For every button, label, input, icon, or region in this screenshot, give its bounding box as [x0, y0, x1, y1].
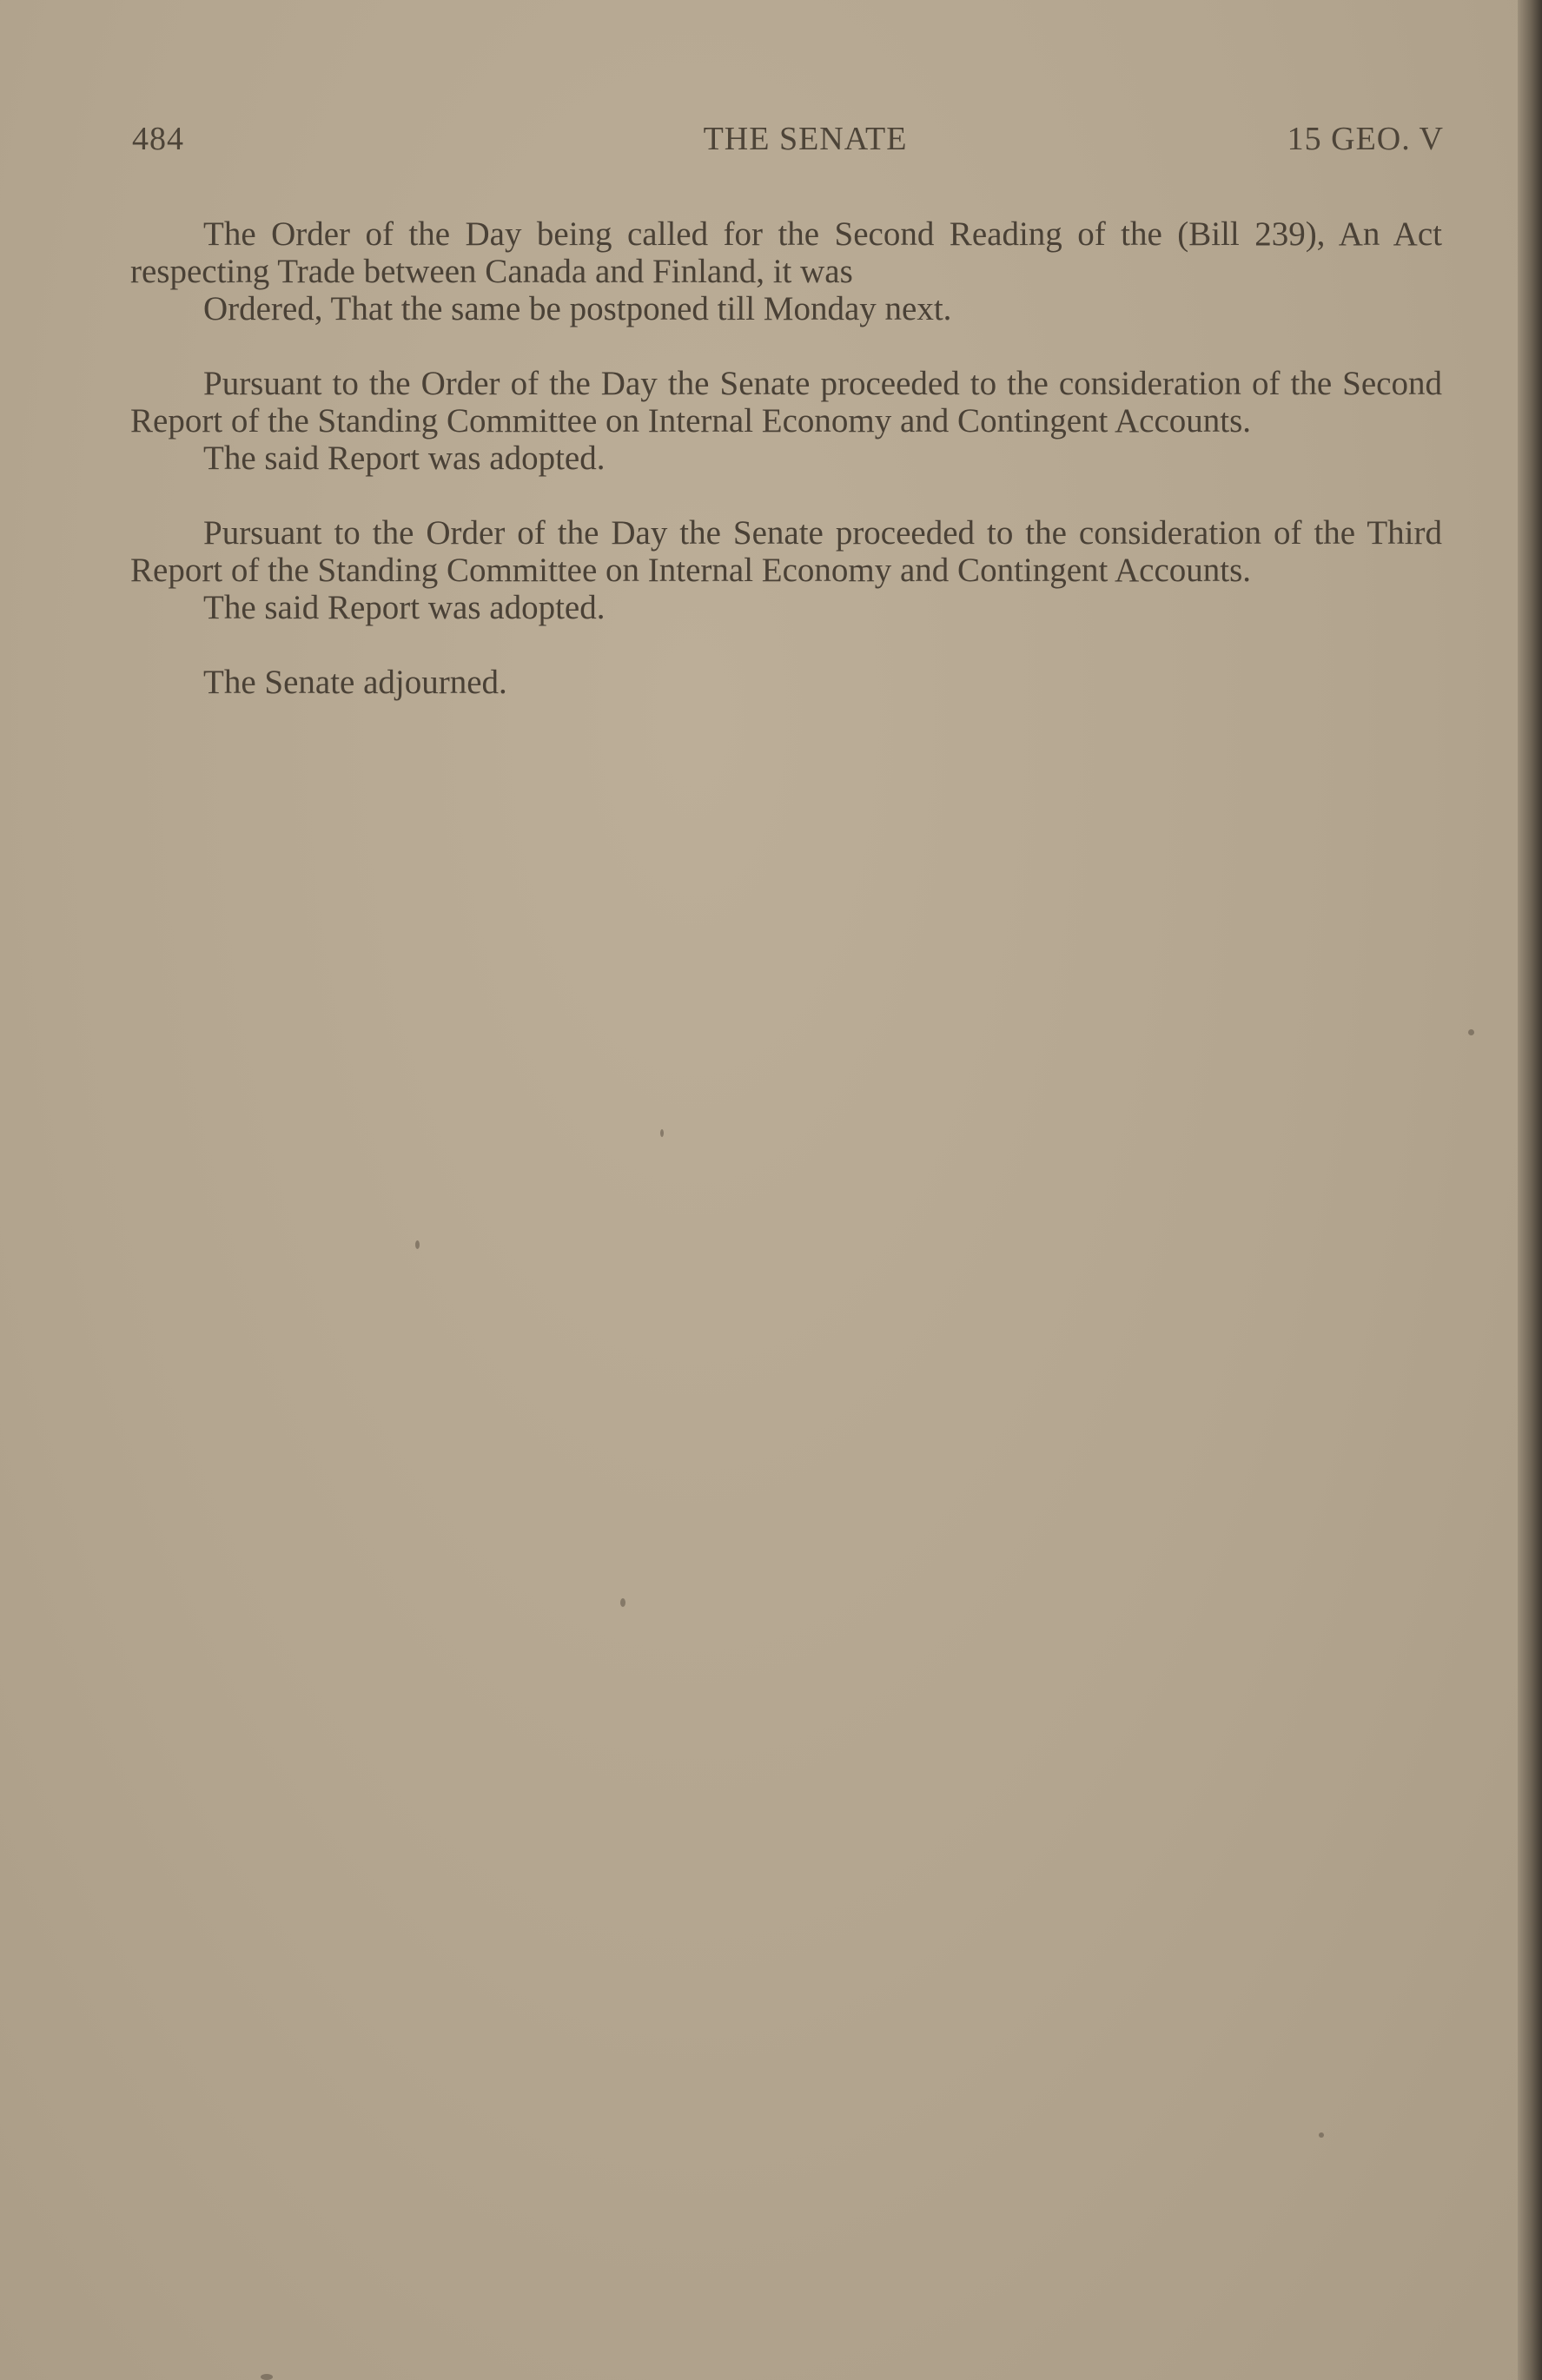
journal-body: [130, 215, 1442, 701]
entry-bill-239-order: Ordered, That the same be postponed till Monday next.: [203, 290, 952, 327]
paper-speck: [660, 1129, 664, 1137]
paper-speck: [415, 1240, 420, 1249]
paper-speck: [1319, 2132, 1324, 2138]
paper-speck: [261, 2374, 273, 2380]
page-header: [132, 120, 1444, 162]
paper-speck: [1468, 1029, 1474, 1035]
entry-bill-239-paragraph: The Order of the Day being called for the Second Reading of the (Bill 239), An Act respecting Trade between Canada and Finland, it was: [130, 215, 1442, 290]
binding-edge: [1518, 0, 1542, 2380]
regnal-year: 15 GEO. V: [1287, 121, 1444, 157]
entry-second-report-result: The said Report was adopted.: [203, 440, 606, 477]
running-title: THE SENATE: [703, 121, 908, 157]
paper-speck: [620, 1598, 625, 1607]
entry-second-report-paragraph: Pursuant to the Order of the Day the Senate proceeded to the consideration of the Second Report of the Standing Committee on Internal Economy and Contingent Accounts.: [130, 365, 1442, 440]
entry-third-report-paragraph: Pursuant to the Order of the Day the Senate proceeded to the consideration of the Third Report of the Standing Committee on Internal Economy and Contingent Accounts.: [130, 514, 1442, 589]
adjournment-line: The Senate adjourned.: [203, 664, 507, 701]
entry-third-report-result: The said Report was adopted.: [203, 589, 606, 626]
page-number: 484: [132, 121, 184, 157]
